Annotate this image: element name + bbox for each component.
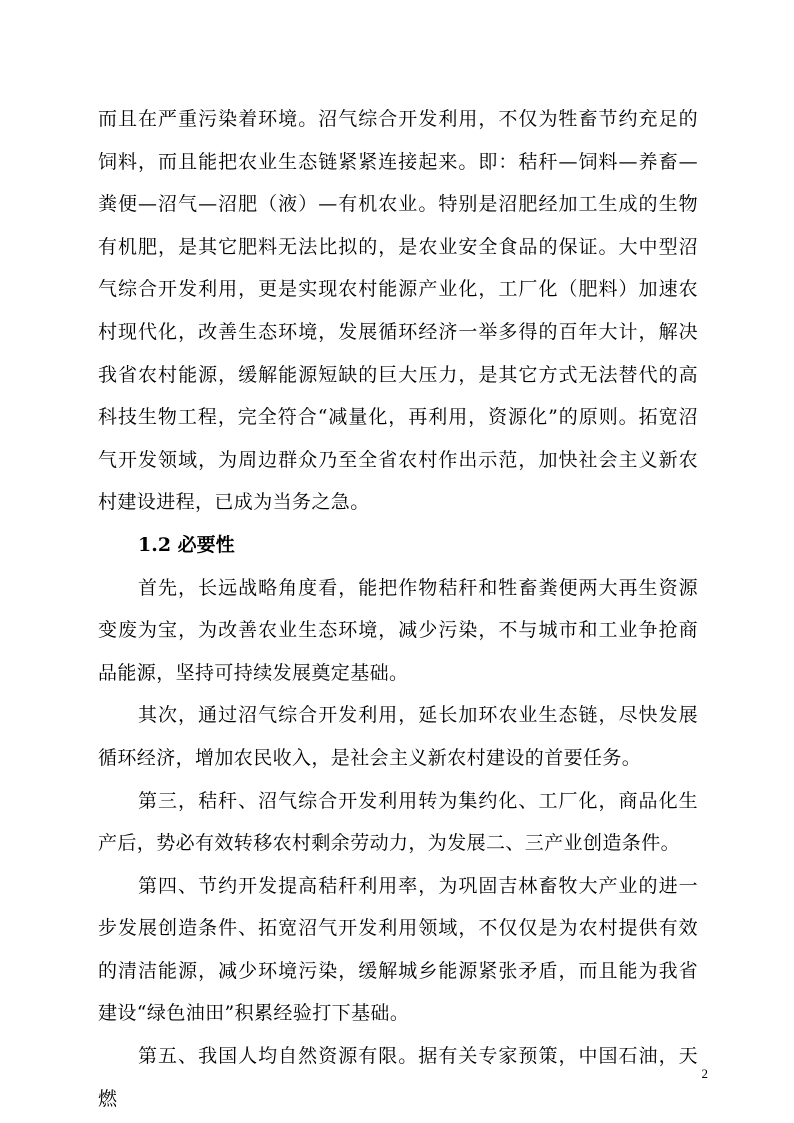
section-heading: 1.2 必要性 <box>138 533 235 556</box>
paragraph-third: 第三，秸秆、沼气综合开发利用转为集约化、工厂化，商品化生产后，势必有效转移农村剩余劳动力，为发展二、三产业创造条件。 <box>98 789 698 855</box>
document-body <box>98 98 698 1120</box>
paragraph-fourth: 第四、节约开发提高秸秆利用率，为巩固吉林畜牧大产业的进一步发展创造条件、拓宽沼气开发利用领域，不仅仅是为农村提供有效的清洁能源，减少环境污染，缓解城乡能源紧张矛盾，而且能为我省建设“绿色油田”积累经验打下基础。 <box>98 874 698 1025</box>
paragraph-first: 首先，长远战略角度看，能把作物秸秆和牲畜粪便两大再生资源变废为宝，为改善农业生态环境，减少污染，不与城市和工业争抢商品能源，坚持可持续发展奠定基础。 <box>98 576 698 684</box>
paragraph-second: 其次，通过沼气综合开发利用，延长加环农业生态链，尽快发展循环经济，增加农民收入，是社会主义新农村建设的首要任务。 <box>98 704 698 769</box>
paragraph-fifth: 第五、我国人均自然资源有限。据有关专家预策，中国石油，天燃 <box>98 1045 698 1110</box>
page-number: 2 <box>701 1066 708 1081</box>
paragraph-continued: 而且在严重污染着环境。沼气综合开发利用，不仅为牲畜节约充足的饲料，而且能把农业生态链紧紧连接起来。即：秸秆—饲料—养畜—粪便—沼气—沼肥（液）—有机农业。特别是沼肥经加工生成的生物有机肥，是其它肥料无法比拟的，是农业安全食品的保证。大中型沼气综合开发利用，更是实现农村能源产业化，工厂化（肥料）加速农村现代化，改善生态环境，发展循环经济一举多得的百年大计，解决我省农村能源，缓解能源短缺的巨大压力，是其它方式无法替代的高科技生物工程，完全符合“减量化，再利用，资源化”的原则。拓宽沼气开发领域，为周边群众乃至全省农村作出示范，加快社会主义新农村建设进程，已成为当务之急。 <box>98 108 698 514</box>
